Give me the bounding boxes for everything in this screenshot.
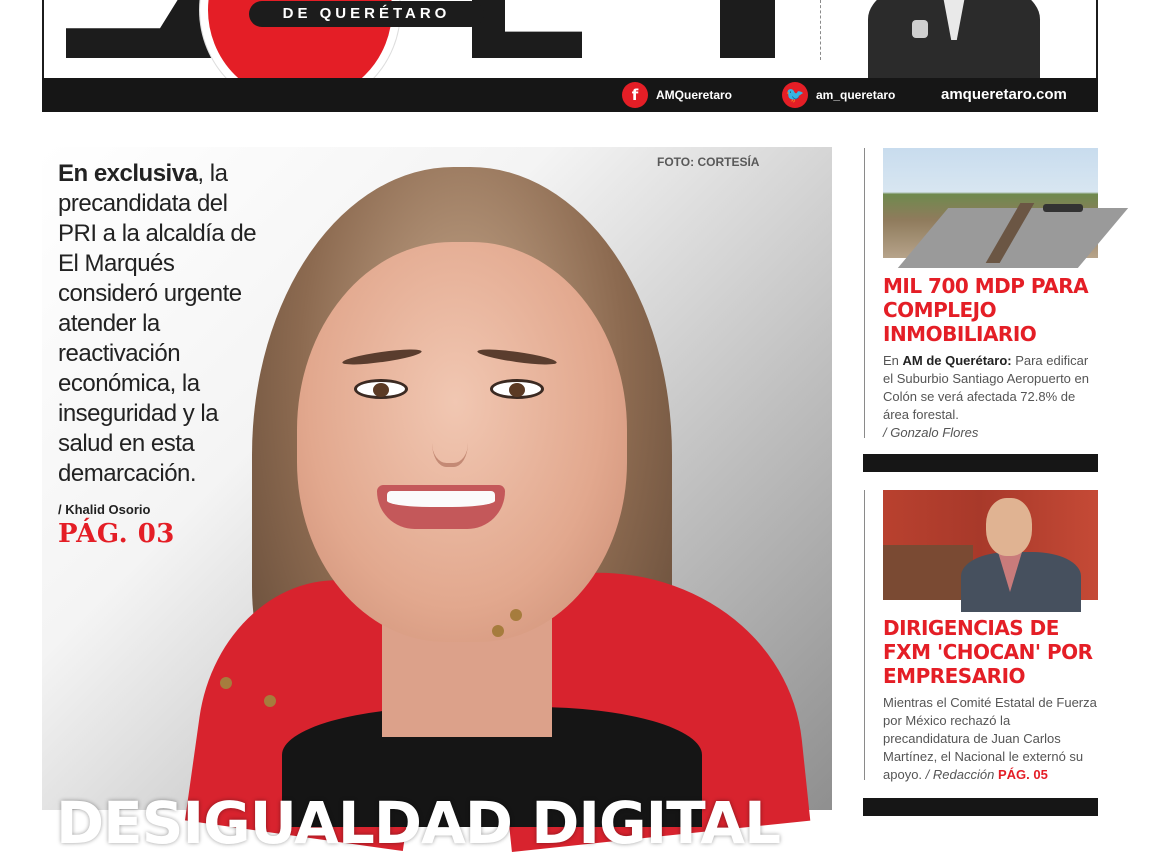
watch-icon [912, 20, 928, 38]
twitter-icon: 🐦 [782, 82, 808, 108]
photo-man-body [961, 552, 1081, 612]
portrait-eye-right [490, 379, 544, 399]
sidebar-summary-1 [883, 352, 1098, 442]
vest-button [264, 695, 276, 707]
lead-story [42, 147, 832, 857]
portrait-nose [432, 407, 468, 467]
summary-lead-in: En [883, 353, 903, 368]
twitter-handle: am_queretaro [816, 88, 896, 102]
twitter-link[interactable] [782, 82, 895, 108]
sidebar-separator-bar [863, 454, 1098, 472]
photo-shelf [883, 545, 973, 600]
facebook-link[interactable] [622, 82, 732, 108]
lead-author: / Khalid Osorio [58, 502, 151, 517]
portrait-teeth [387, 491, 495, 507]
vest-button [220, 677, 232, 689]
sidebar-divider [864, 148, 865, 438]
lead-intro-text: , la precandidata del PRI a la alcaldía de El Marqués consideró urgente atender la reactivación económica, la inseguridad y la salud en esta demarcación. [58, 160, 257, 487]
website-link[interactable]: amqueretaro.com [941, 86, 1067, 103]
lead-page-ref[interactable]: PÁG. 03 [58, 519, 175, 549]
businessman-photo [883, 490, 1098, 600]
outlet-name: AM de Querétaro: [902, 353, 1012, 368]
sidebar-summary-2 [883, 694, 1098, 784]
masthead-divider [820, 0, 821, 60]
construction-photo [883, 148, 1098, 258]
social-bar [42, 78, 1098, 112]
lead-headline: DESIGUALDAD DIGITAL [56, 789, 781, 857]
sidebar-story-1[interactable] [883, 148, 1098, 442]
photo-man-head [986, 498, 1032, 556]
sidebar-headline-2: DIRIGENCIAS DE FXM 'CHOCAN' POR EMPRESARIO [883, 616, 1093, 688]
lead-intro-bold: En exclusiva [58, 160, 198, 187]
facebook-icon: f [622, 82, 648, 108]
sidebar-author-2: / Redacción [925, 767, 995, 782]
sidebar-headline-1: MIL 700 MDP PARA COMPLEJO INMOBILIARIO [883, 274, 1089, 346]
photo-pipe [1043, 204, 1083, 212]
portrait-eye-left [354, 379, 408, 399]
logo-subtitle: DE QUERÉTARO [249, 1, 484, 27]
vest-button [510, 609, 522, 621]
summary-text: Para edificar el Suburbio Santiago Aeropuerto en Colón se verá afectada 72.8% de área forestal. [883, 353, 1089, 422]
photo-credit: FOTO: CORTESÍA [657, 155, 760, 169]
summary-text: Mientras el Comité Estatal de Fuerza por México rechazó la precandidatura de Juan Carlos Martínez, el Nacional le externó su apoyo. [883, 695, 1097, 782]
masthead-numeral-1 [720, 0, 775, 58]
sidebar-separator-bar [863, 798, 1098, 816]
facebook-handle: AMQueretaro [656, 88, 733, 102]
sidebar-divider [864, 490, 865, 780]
sidebar-author-1: / Gonzalo Flores [883, 425, 979, 440]
vest-button [492, 625, 504, 637]
sidebar-story-2[interactable] [883, 490, 1098, 784]
masthead [42, 0, 1098, 112]
sidebar-page-ref[interactable]: PÁG. 05 [997, 767, 1048, 782]
lead-intro [58, 159, 268, 489]
